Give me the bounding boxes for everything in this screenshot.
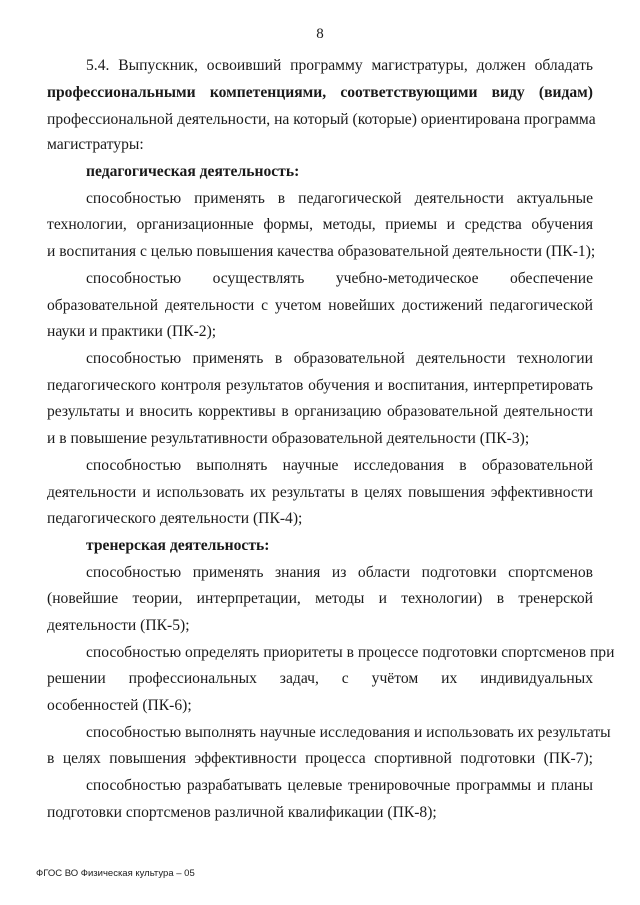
text-line: подготовки спортсменов различной квалификации (ПК-8); — [47, 804, 437, 821]
text-line: результаты и вносить коррективы в организацию образовательной деятельности — [47, 403, 593, 420]
text-line: педагогического контроля результатов обучения и воспитания, интерпретировать — [47, 377, 593, 394]
text-line: и воспитания с целью повышения качества образовательной деятельности (ПК-1); — [47, 243, 596, 260]
text-line: магистратуры: — [47, 136, 144, 153]
text-line: деятельности и использовать их результаты в целях повышения эффективности — [47, 484, 593, 501]
text-line: (новейшие теории, интерпретации, методы и технологии) в тренерской — [47, 590, 593, 607]
text-line: науки и практики (ПК-2); — [47, 323, 217, 340]
page-number: 8 — [316, 26, 324, 42]
text-line: в целях повышения эффективности процесса спортивной подготовки (ПК-7); — [47, 750, 593, 767]
text-line: способностью применять в образовательной деятельности технологии — [86, 350, 593, 367]
text-line: и в повышение результативности образовательной деятельности (ПК-3); — [47, 430, 530, 447]
text-line: способностью разрабатывать целевые тренировочные программы и планы — [86, 777, 593, 794]
text-line: способностью выполнять научные исследования в образовательной — [86, 457, 593, 474]
text-line: 5.4. Выпускник, освоивший программу магистратуры, должен обладать — [86, 57, 593, 74]
text-line: способностью определять приоритеты в процессе подготовки спортсменов при — [86, 644, 615, 661]
text-line: решении профессиональных задач, с учётом их индивидуальных — [47, 670, 593, 687]
bold-term: профессиональными компетенциями, соответствующими виду (видам) — [47, 84, 593, 101]
text-line: способностью выполнять научные исследования и использовать их результаты — [86, 724, 611, 741]
text-line: деятельности (ПК-5); — [47, 617, 190, 634]
text-line: особенностей (ПК-6); — [47, 697, 192, 714]
text-line — [47, 84, 593, 102]
text-line: технологии, организационные формы, методы, приемы и средства обучения — [47, 216, 593, 233]
section-heading-coaching: тренерская деятельность: — [86, 537, 270, 554]
text-line: способностью применять знания из области подготовки спортсменов — [86, 564, 593, 581]
footer-text: ФГОС ВО Физическая культура – 05 — [36, 868, 195, 879]
section-heading-pedagogical: педагогическая деятельность: — [86, 163, 300, 180]
text-line: способностью осуществлять учебно-методическое обеспечение — [86, 270, 593, 287]
text-line: педагогического деятельности (ПК-4); — [47, 510, 303, 527]
text-line: профессиональной деятельности, на который (которые) ориентирована программа — [47, 111, 596, 128]
text-line: образовательной деятельности с учетом новейших достижений педагогической — [47, 297, 593, 314]
text-line: способностью применять в педагогической деятельности актуальные — [86, 190, 593, 207]
